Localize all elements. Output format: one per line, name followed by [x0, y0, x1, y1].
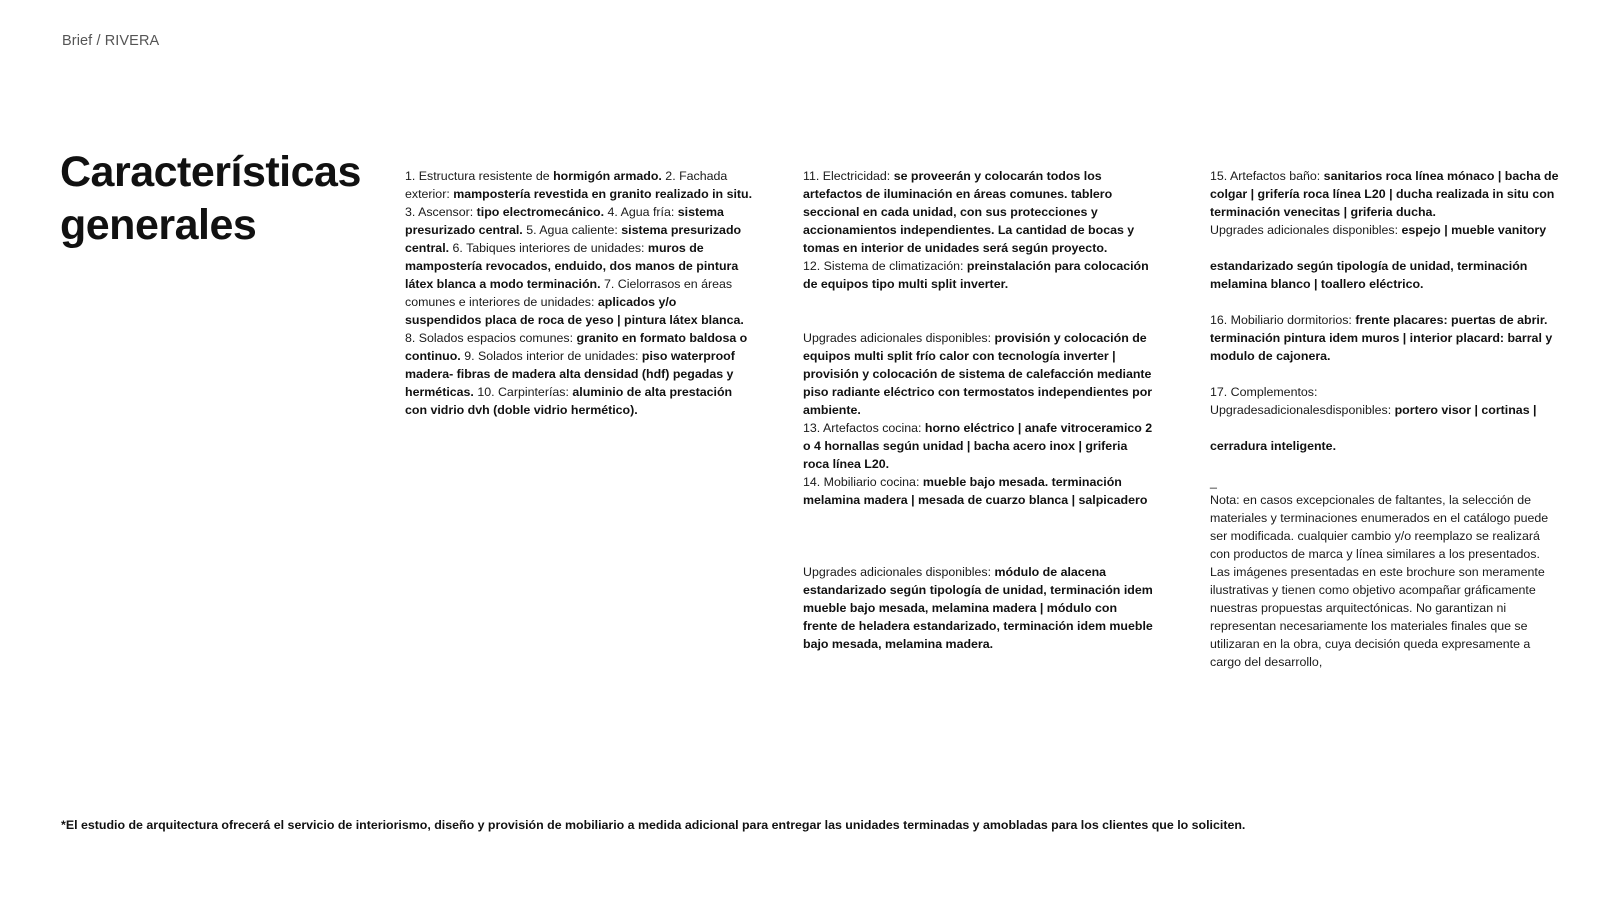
item-7-label: 7. Cielorrasos en áreas comunes e interiores de unidades: — [405, 277, 733, 309]
item-17-upgrades-label: Upgradesadicionalesdisponibles: — [1210, 403, 1395, 417]
item-4-label: 4. Agua fría: — [604, 205, 678, 219]
item-17: 17. Complementos: — [1210, 385, 1318, 399]
item-2-label: 2. Fachada exterior: — [405, 169, 728, 201]
item-3-label: 3. Ascensor: — [405, 205, 477, 219]
item-1-value: hormigón armado. — [553, 169, 662, 183]
item-1-label: 1. Estructura resistente de — [405, 169, 554, 183]
item-14-upgrades-label: Upgrades adicionales disponibles: — [803, 565, 995, 579]
item-17-upgrades-cont — [1210, 437, 1560, 455]
item-2-value: mampostería revestida en granito realizado in situ. — [453, 187, 753, 201]
item-16-value: frente placares: puertas de abrir. terminación pintura idem muros | interior placard: barral y modulo de cajonera. — [1210, 313, 1553, 363]
item-17-upgrades — [1210, 401, 1560, 419]
item-8-value: granito en formato baldosa o continuo. — [405, 331, 748, 363]
footer-note: *El estudio de arquitectura ofrecerá el servicio de interiorismo, diseño y provisión de mobiliario a medida adicional para entregar las unidades terminadas y amobladas para los clientes que lo soliciten. — [61, 818, 1246, 832]
item-9-value: piso waterproof madera- fibras de madera alta densidad (hdf) pegadas y herméticas. — [405, 349, 735, 399]
item-13-value: horno eléctrico | anafe vitroceramico 2 o 4 hornallas según unidad | bacha acero inox | griferia roca línea L20. — [803, 421, 1153, 471]
spacer — [1210, 419, 1560, 437]
features-column-3 — [1210, 167, 1560, 671]
item-14 — [803, 473, 1153, 509]
item-14-value: mueble bajo mesada. terminación melamina madera | mesada de cuarzo blanca | salpicadero — [803, 475, 1148, 507]
spacer — [1210, 365, 1560, 383]
item-11-value: se proveerán y colocarán todos los artefactos de iluminación en áreas comunes. tablero seccional en cada unidad, con sus protecciones y accionamientos independientes. La cantidad de bocas y tomas en interior de unidades será según proyecto. — [803, 169, 1135, 255]
item-11 — [803, 167, 1153, 257]
item-12-label: 12. Sistema de climatización: — [803, 259, 967, 273]
note-dash: _ — [1210, 475, 1217, 489]
item-7-value: aplicados y/o suspendidos placa de roca de yeso | pintura látex blanca. — [405, 295, 744, 327]
page-title-line-2: generales — [60, 201, 257, 249]
item-11-label: 11. Electricidad: — [803, 169, 894, 183]
item-6-label: 6. Tabiques interiores de unidades: — [449, 241, 648, 255]
item-10-value: aluminio de alta prestación con vidrio dvh (doble vidrio hermético). — [405, 385, 733, 417]
item-15-upgrades-cont-value: estandarizado según tipología de unidad, terminación melamina blanco | toallero eléctrico. — [1210, 259, 1528, 291]
item-12-upgrades-label: Upgrades adicionales disponibles: — [803, 331, 995, 345]
item-17-upgrades-cont-value: cerradura inteligente. — [1210, 439, 1337, 453]
spacer — [803, 293, 1153, 329]
item-9-label: 9. Solados interior de unidades: — [460, 349, 642, 363]
breadcrumb: Brief / RIVERA — [62, 33, 160, 49]
item-13 — [803, 419, 1153, 473]
item-12-upgrades-value: provisión y colocación de equipos multi split frío calor con tecnología inverter | provisión y colocación de sistema de calefacción mediante piso radiante eléctrico con termostatos independientes por ambiente. — [803, 331, 1153, 417]
item-14-label: 14. Mobiliario cocina: — [803, 475, 923, 489]
features-column-2 — [803, 167, 1153, 653]
page-title — [60, 146, 380, 252]
spacer — [803, 509, 1153, 563]
item-6-value: muros de mampostería revocados, enduido, dos manos de pintura látex blanca a modo terminación. — [405, 241, 739, 291]
page-title-line-1: Características — [60, 148, 361, 196]
item-15-upgrades-label: Upgrades adicionales disponibles: — [1210, 223, 1402, 237]
item-15-upgrades — [1210, 221, 1560, 239]
features-column-1 — [405, 167, 753, 419]
item-5-value: sistema presurizado central. — [405, 223, 742, 255]
spacer — [1210, 455, 1560, 473]
item-10-label: 10. Carpinterías: — [473, 385, 573, 399]
item-15 — [1210, 167, 1560, 221]
item-14-upgrades-value: módulo de alacena estandarizado según tipología de unidad, terminación idem mueble bajo mesada, melamina madera | módulo con frente de heladera estandarizado, terminación idem mueble bajo mesada, melamina madera. — [803, 565, 1153, 651]
item-12-upgrades — [803, 329, 1153, 419]
item-3-value: tipo electromecánico. — [476, 205, 605, 219]
spacer — [1210, 293, 1560, 311]
item-17-upgrades-value: portero visor | cortinas | — [1394, 403, 1537, 417]
features-paragraph-1-10 — [405, 167, 753, 419]
item-12-value: preinstalación para colocación de equipos tipo multi split inverter. — [803, 259, 1149, 291]
item-14-upgrades — [803, 563, 1153, 653]
item-8-label: 8. Solados espacios comunes: — [405, 331, 577, 345]
spacer — [1210, 239, 1560, 257]
item-12 — [803, 257, 1153, 293]
item-15-value: sanitarios roca línea mónaco | bacha de colgar | grifería roca línea L20 | ducha realizada in situ con terminación venecitas | griferia ducha. — [1210, 169, 1559, 219]
item-4-value: sistema presurizado central. — [405, 205, 724, 237]
item-15-upgrades-cont — [1210, 257, 1560, 293]
item-16 — [1210, 311, 1560, 365]
item-13-label: 13. Artefactos cocina: — [803, 421, 925, 435]
disclaimer-note: Nota: en casos excepcionales de faltantes, la selección de materiales y terminaciones enumerados en el catálogo puede ser modificada. cualquier cambio y/o reemplazo se realizará con productos de marca y línea similares a los presentados. Las imágenes presentadas en este brochure son meramente ilustrativas y tienen como objetivo acompañar gráficamente nuestras propuestas arquitectónicas. No garantizan ni representan necesariamente los materiales finales que se utilizaran en la obra, cuya decisión queda expresamente a cargo del desarrollo, — [1210, 493, 1549, 669]
item-16-label: 16. Mobiliario dormitorios: — [1210, 313, 1356, 327]
item-15-label: 15. Artefactos baño: — [1210, 169, 1324, 183]
item-5-label: 5. Agua caliente: — [522, 223, 622, 237]
item-15-upgrades-value: espejo | mueble vanitory — [1401, 223, 1547, 237]
